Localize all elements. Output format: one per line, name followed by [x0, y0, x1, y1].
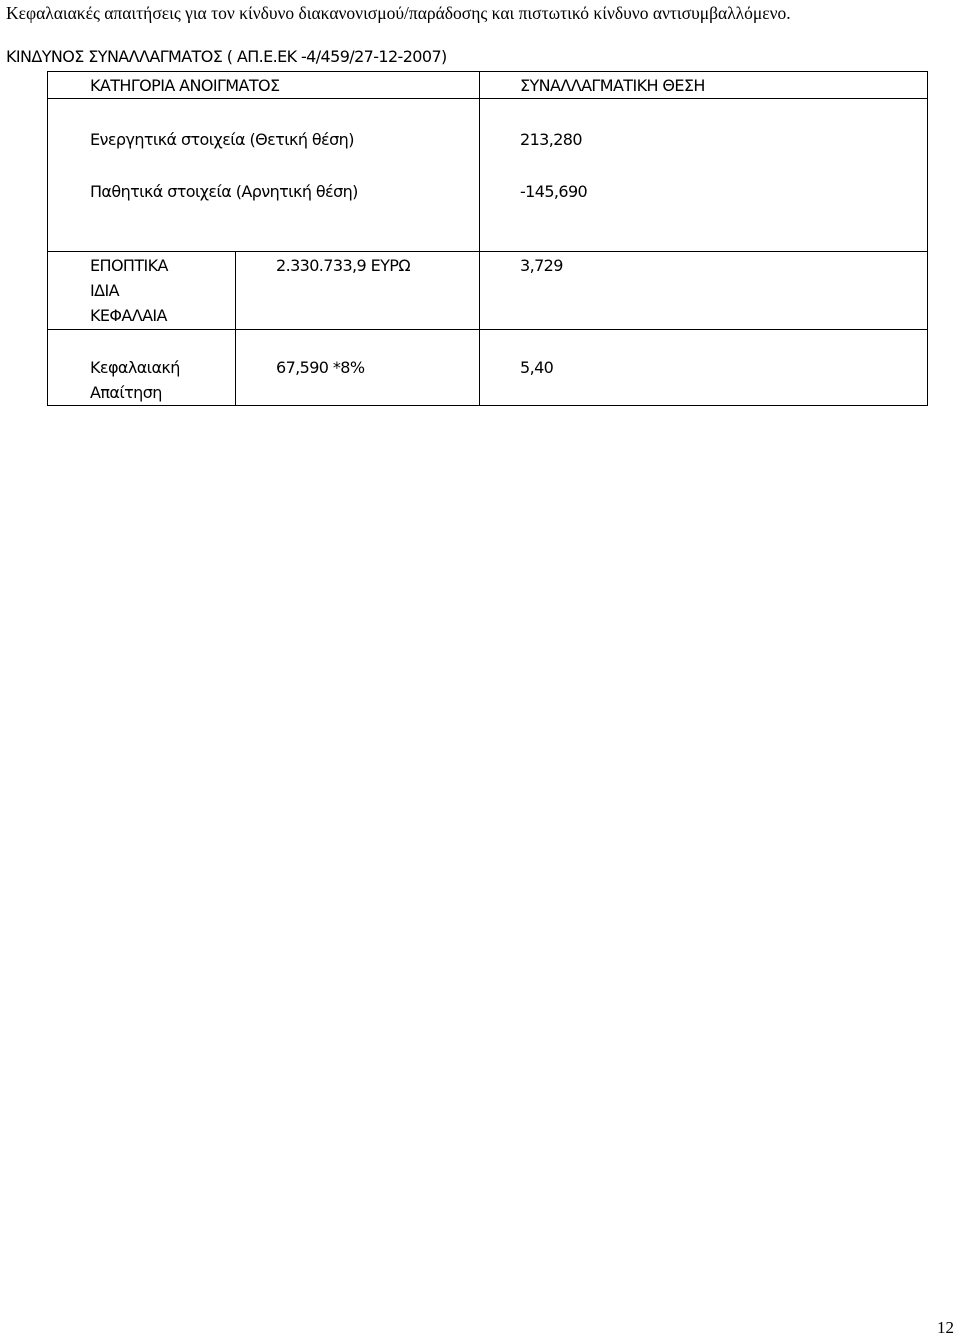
- supervisory-funds-amount: 2.330.733,9 ΕΥΡΩ: [276, 256, 410, 275]
- supervisory-funds-ratio-cell: [480, 252, 928, 330]
- supervisory-funds-label-line1: ΕΠΟΠΤΙΚΑ: [90, 256, 168, 275]
- page-number: 12: [937, 1318, 954, 1337]
- capital-requirement-row: [48, 330, 928, 406]
- assets-value: 213,280: [520, 130, 582, 149]
- header-position-label: ΣΥΝΑΛΛΑΓΜΑΤΙΚΗ ΘΕΣΗ: [520, 76, 705, 95]
- header-category-label: ΚΑΤΗΓΟΡΙΑ ΑΝΟΙΓΜΑΤΟΣ: [90, 76, 280, 95]
- table-header-row: [48, 72, 928, 99]
- capital-requirement-result-cell: [480, 330, 928, 406]
- positions-row: [48, 99, 928, 252]
- liabilities-value: -145,690: [520, 182, 588, 201]
- header-category-cell: [48, 72, 480, 99]
- positions-label-cell: [48, 99, 480, 252]
- supervisory-funds-row: [48, 252, 928, 330]
- intro-line: Κεφαλαιακές απαιτήσεις για τον κίνδυνο διακανονισμού/παράδοσης και πιστωτικό κίνδυνο αντισυμβαλλόμενο.: [6, 3, 791, 23]
- supervisory-funds-label-line2: ΙΔΙΑ: [90, 281, 119, 300]
- assets-label: Ενεργητικά στοιχεία (Θετική θέση): [90, 130, 354, 149]
- capital-requirement-result: 5,40: [520, 358, 554, 377]
- liabilities-label: Παθητικά στοιχεία (Αρνητική θέση): [90, 182, 358, 201]
- capital-requirement-label-line1: Κεφαλαιακή: [90, 358, 180, 377]
- fx-risk-table: [47, 71, 928, 406]
- supervisory-funds-amount-cell: [236, 252, 480, 330]
- capital-requirement-label-line2: Απαίτηση: [90, 383, 162, 402]
- capital-requirement-amount: 67,590 *8%: [276, 358, 365, 377]
- capital-requirement-label-cell: [48, 330, 236, 406]
- supervisory-funds-ratio: 3,729: [520, 256, 563, 275]
- capital-requirement-amount-cell: [236, 330, 480, 406]
- supervisory-funds-label-line3: ΚΕΦΑΛΑΙΑ: [90, 306, 167, 325]
- section-heading: ΚΙΝΔΥΝΟΣ ΣΥΝΑΛΛΑΓΜΑΤΟΣ ( ΑΠ.Ε.ΕΚ -4/459/27-12-2007): [6, 47, 447, 66]
- supervisory-funds-label-cell: [48, 252, 236, 330]
- header-position-cell: [480, 72, 928, 99]
- positions-value-cell: [480, 99, 928, 252]
